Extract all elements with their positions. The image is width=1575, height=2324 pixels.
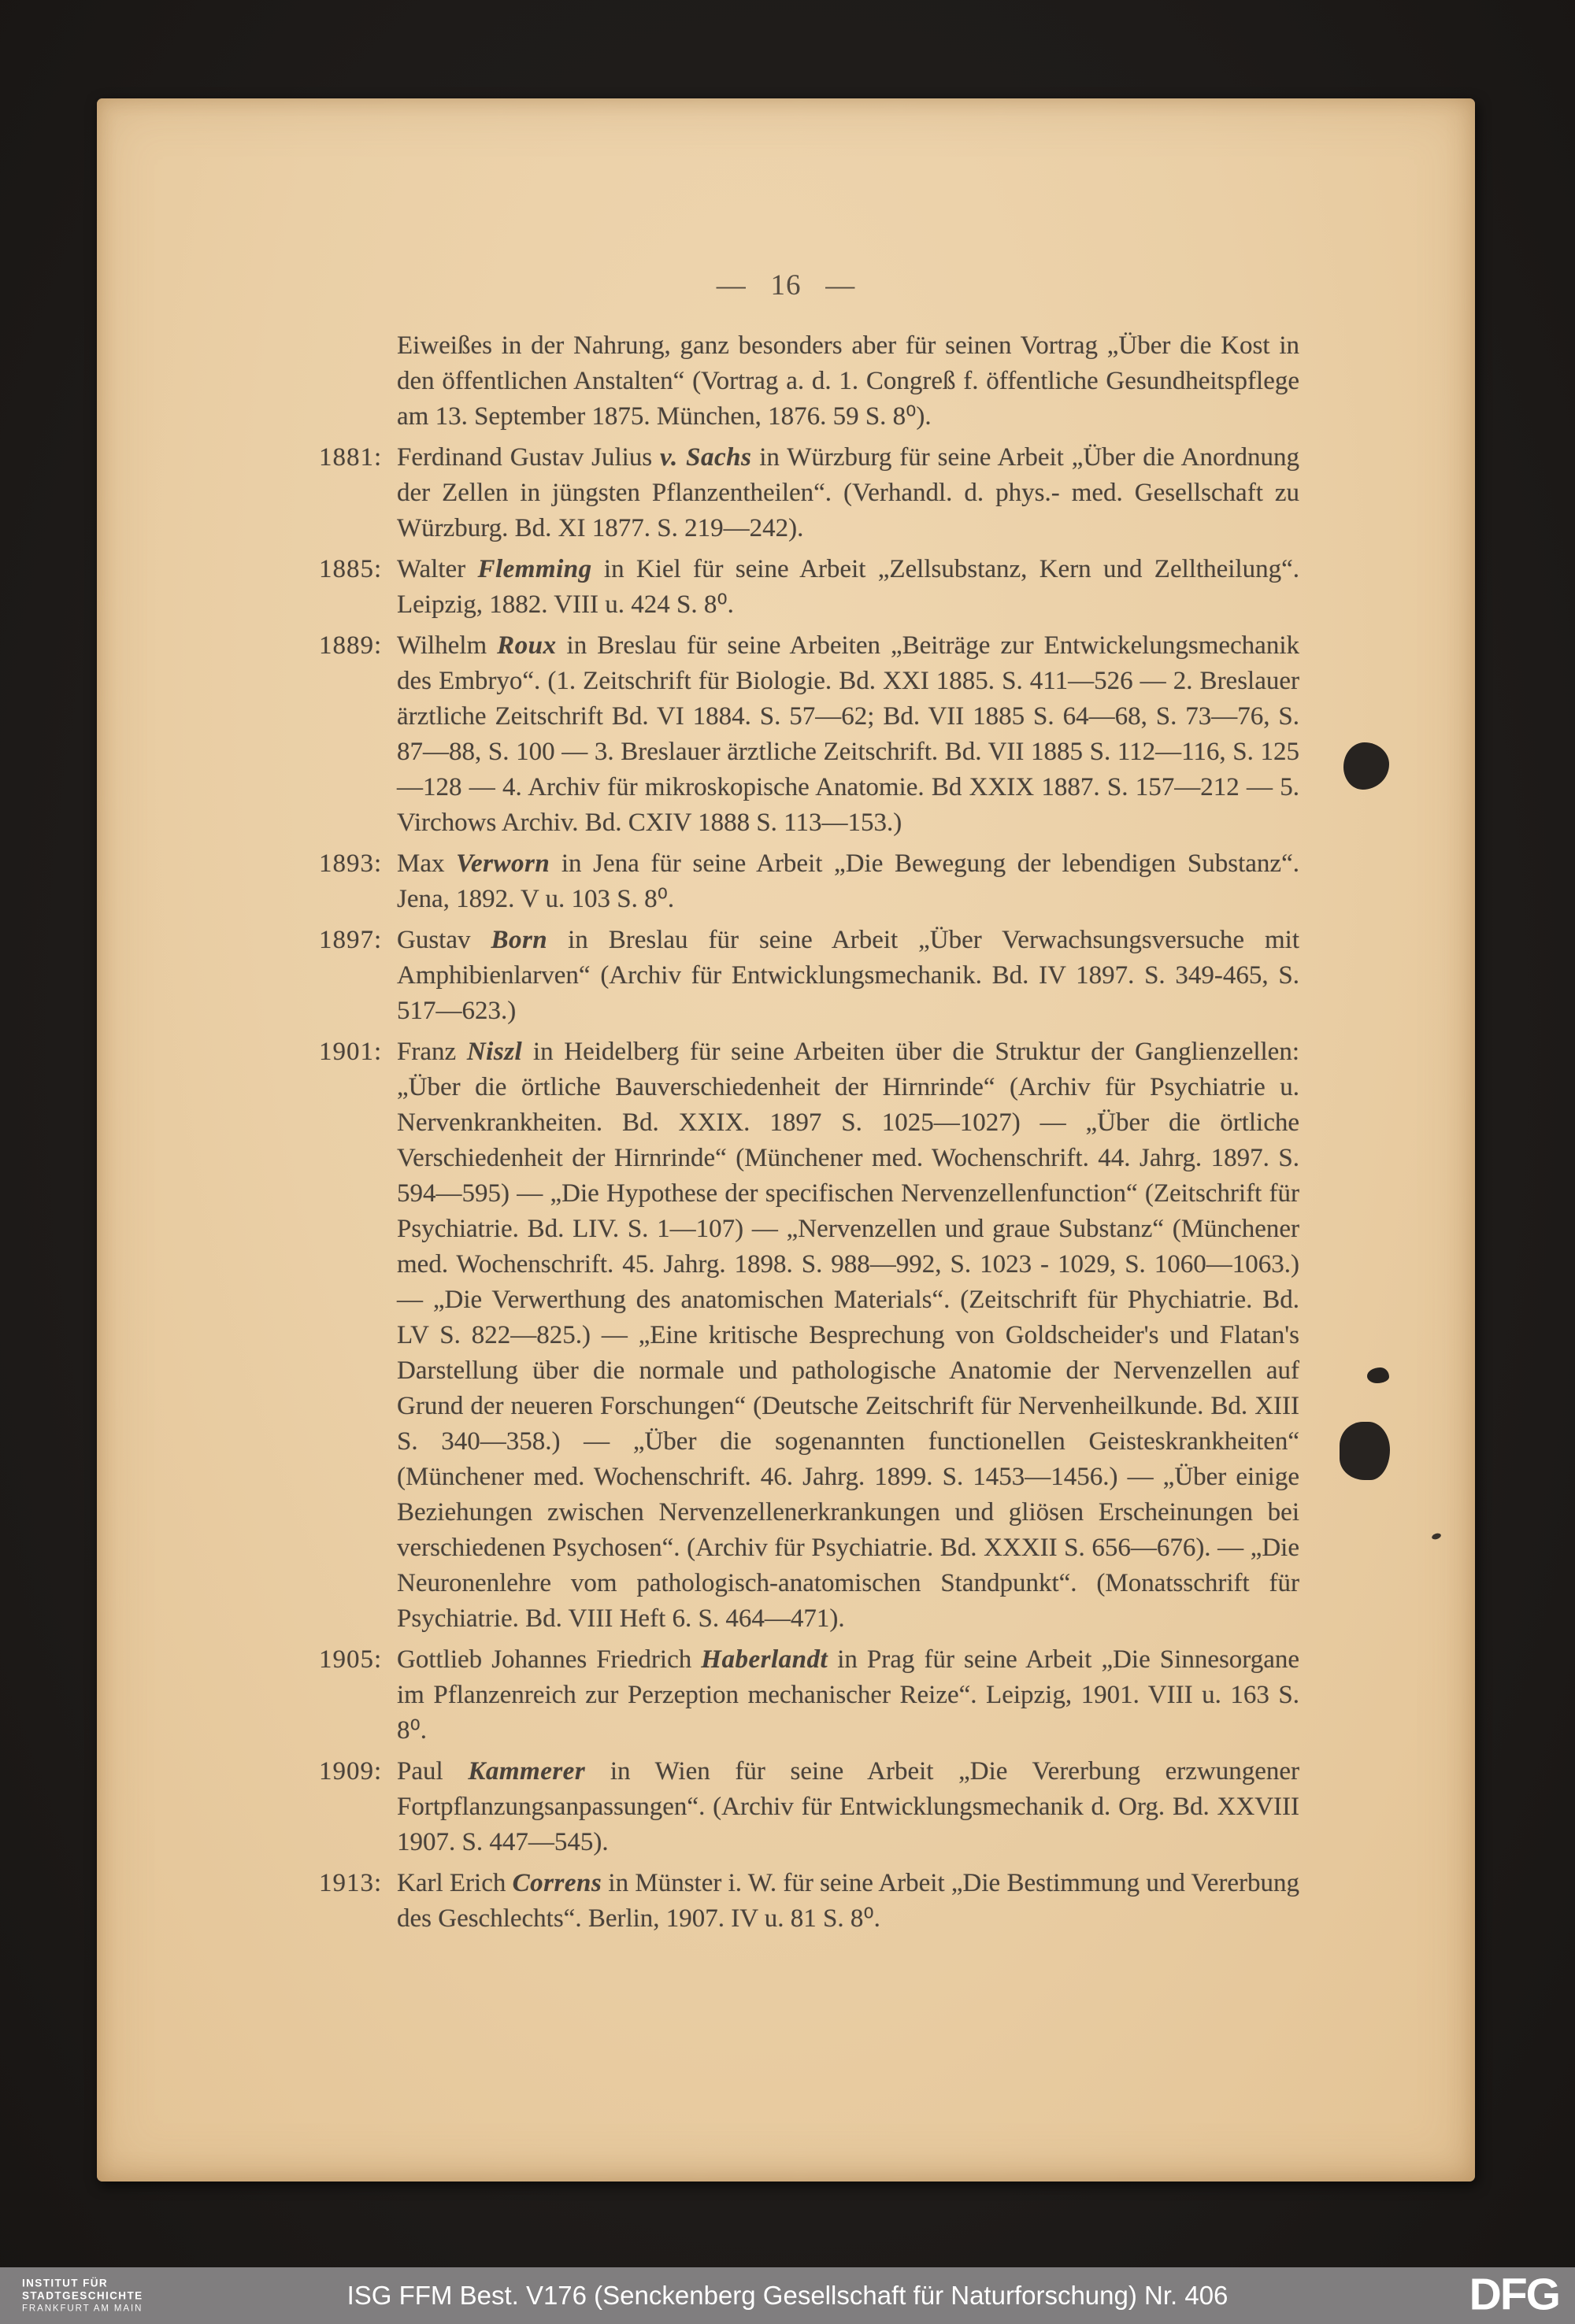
institute-name-line2: STADTGESCHICHTE — [22, 2289, 143, 2302]
catalog-entry — [319, 846, 1299, 917]
institute-name-line1: INSTITUT FÜR — [22, 2277, 109, 2289]
entry-text: in Prag für seine Arbeit „Die Sinnesorgane im Pflanzenreich zur Perzeption mechanischer Reize“. Leipzig, 1901. VIII u. 163 S. 8⁰. — [397, 1645, 1299, 1745]
entry-text: Franz — [397, 1038, 467, 1066]
entry-text: Wilhelm — [397, 631, 498, 660]
entry-text: Walter — [397, 555, 478, 583]
catalog-entry — [319, 1866, 1299, 1937]
entry-text: in Wien für seine Arbeit „Die Vererbung erzwungener Fortpflanzungsanpassungen“. (Archiv für Entwicklungsmechanik d. Org. Bd. XXVIII 1907. S. 447—545). — [397, 1757, 1299, 1856]
laureate-name: v. Sachs — [660, 443, 752, 472]
entry-text: in Heidelberg für seine Arbeiten über die Struktur der Ganglienzellen: „Über die örtliche Bauverschiedenheit der Hirnrinde“ (Archiv für Psychiatrie u. Nervenkrankheiten. Bd. XXIX. 1897 S. 1025—1027) — „Über die örtliche Verschiedenheit der Hirnrinde“ (Münchener med. Wochenschrift. 44. Jahrg. 1897. S. 594—595) — „Die Hypothese der specifischen Nervenzellenfunction“ (Zeitschrift für Psychiatrie. Bd. LIV. S. 1—107) — „Nervenzellen und graue Substanz“ (Münchener med. Wochenschrift. 45. Jahrg. 1898. S. 988—992, S. 1023 - 1029, S. 1060—1063.) — „Die Verwerthung des anatomischen Materials“. (Zeitschrift für Phychiatrie. Bd. LV S. 822—825.) — „Eine kritische Besprechung von Goldscheider's und Flatan's Darstellung über die normale und pathologische Anatomie der Nervenzellen auf Grund der neueren Forschungen“ (Deutsche Zeitschrift für Nervenheilkunde. Bd. XIII S. 340—358.) — „Über die sogenannten functionellen Geisteskrankheiten“ (Münchener med. Wochenschrift. 46. Jahrg. 1899. S. 1453—1456.) — „Über einige Beziehungen zwischen Nervenzellenerkrankungen und gliösen Erscheinungen bei verschiedenen Psychosen“. (Archiv für Psychiatrie. Bd. XXXII S. 656—676). — „Die Neuronenlehre vom pathologisch-anatomischen Standpunkt“. (Monatsschrift für Psychiatrie. Bd. VIII Heft 6. S. 464—471). — [397, 1038, 1299, 1633]
footer-bar — [0, 2267, 1575, 2324]
ink-blot — [1343, 742, 1389, 790]
entry-text: in Münster i. W. für seine Arbeit „Die Bestimmung und Vererbung des Geschlechts“. Berlin, 1907. IV u. 81 S. 8⁰. — [397, 1869, 1299, 1933]
page-number: — 16 — — [716, 269, 856, 302]
scanned-page — [97, 98, 1475, 2182]
entry-year: 1893: — [319, 849, 383, 878]
entry-year: 1889: — [319, 631, 383, 660]
entry-year: 1901: — [319, 1038, 383, 1066]
entry-year: 1905: — [319, 1645, 383, 1674]
catalog-entry — [319, 1754, 1299, 1860]
catalog-entry — [319, 1034, 1299, 1637]
laureate-name: Kammerer — [468, 1757, 586, 1786]
institute-city: FRANKFURT AM MAIN — [22, 2304, 143, 2314]
dfg-logo: DFG — [1469, 2269, 1559, 2320]
entry-text: Karl Erich — [397, 1869, 513, 1897]
entry-year: 1909: — [319, 1757, 383, 1786]
paper-speck — [1431, 1532, 1442, 1540]
catalog-entry — [319, 440, 1299, 546]
institute-logo — [22, 2277, 143, 2314]
entry-year: 1885: — [319, 555, 383, 583]
entry-year: 1913: — [319, 1869, 383, 1897]
laureate-name: Correns — [512, 1869, 602, 1897]
ink-blot — [1367, 1367, 1389, 1383]
entries-list — [319, 328, 1300, 1942]
archive-caption: ISG FFM Best. V176 (Senckenberg Gesellschaft für Naturforschung) Nr. 406 — [346, 2281, 1228, 2310]
entry-text: Eiweißes in der Nahrung, ganz besonders aber für seinen Vortrag „Über die Kost in den öffentlichen Anstalten“ (Vortrag a. d. 1. Congreß f. öffentliche Gesundheitspflege am 13. September 1875. München, 1876. 59 S. 8⁰). — [397, 331, 1299, 431]
ink-blot — [1340, 1422, 1390, 1480]
entry-text: in Breslau für seine Arbeit „Über Verwachsungsversuche mit Amphibienlarven“ (Archiv für Entwicklungsmechanik. Bd. IV 1897. S. 349-465, S. 517—623.) — [397, 926, 1299, 1025]
laureate-name: Roux — [497, 631, 557, 660]
entry-text: Gustav — [397, 926, 491, 954]
catalog-entry — [319, 1642, 1299, 1749]
laureate-name: Haberlandt — [701, 1645, 828, 1674]
catalog-entry — [319, 628, 1300, 841]
laureate-name: Verworn — [456, 849, 550, 878]
catalog-entry — [319, 552, 1299, 623]
entry-text: in Jena für seine Arbeit „Die Bewegung der lebendigen Substanz“. Jena, 1892. V u. 103 S. 8⁰. — [397, 849, 1299, 913]
entry-text: in Breslau für seine Arbeiten „Beiträge zur Entwickelungsmechanik des Embryo“. (1. Zeitschrift für Biologie. Bd. XXI 1885. S. 411—526 — 2. Breslauer ärztliche Zeitschrift Bd. VI 1884. S. 57—62; Bd. VII 1885 S. 64—68, S. 73—76, S. 87—88, S. 100 — 3. Breslauer ärztliche Zeitschrift. Bd. VII 1885 S. 112—116, S. 125—128 — 4. Archiv für mikroskopische Anatomie. Bd XXIX 1887. S. 157—212 — 5. Virchows Archiv. Bd. CXIV 1888 S. 113—153.) — [397, 631, 1300, 837]
entry-text: Max — [397, 849, 457, 878]
laureate-name: Flemming — [477, 555, 592, 583]
laureate-name: Born — [491, 926, 548, 954]
entry-text: in Kiel für seine Arbeit „Zellsubstanz, Kern und Zelltheilung“. Leipzig, 1882. VIII u. 424 S. 8⁰. — [397, 555, 1299, 619]
entry-text: Ferdinand Gustav Julius — [397, 443, 661, 472]
entry-text: in Würzburg für seine Arbeit „Über die Anordnung der Zellen in jüngsten Pflanzentheilen“. (Verhandl. d. phys.- med. Gesellschaft zu Würzburg. Bd. XI 1877. S. 219—242). — [397, 443, 1299, 542]
entry-text: Gottlieb Johannes Friedrich — [397, 1645, 702, 1674]
catalog-entry — [319, 923, 1299, 1029]
catalog-entry — [397, 328, 1299, 435]
entry-text: Paul — [397, 1757, 469, 1786]
laureate-name: Niszl — [466, 1038, 523, 1066]
entry-year: 1897: — [319, 926, 383, 954]
entry-year: 1881: — [319, 443, 383, 472]
